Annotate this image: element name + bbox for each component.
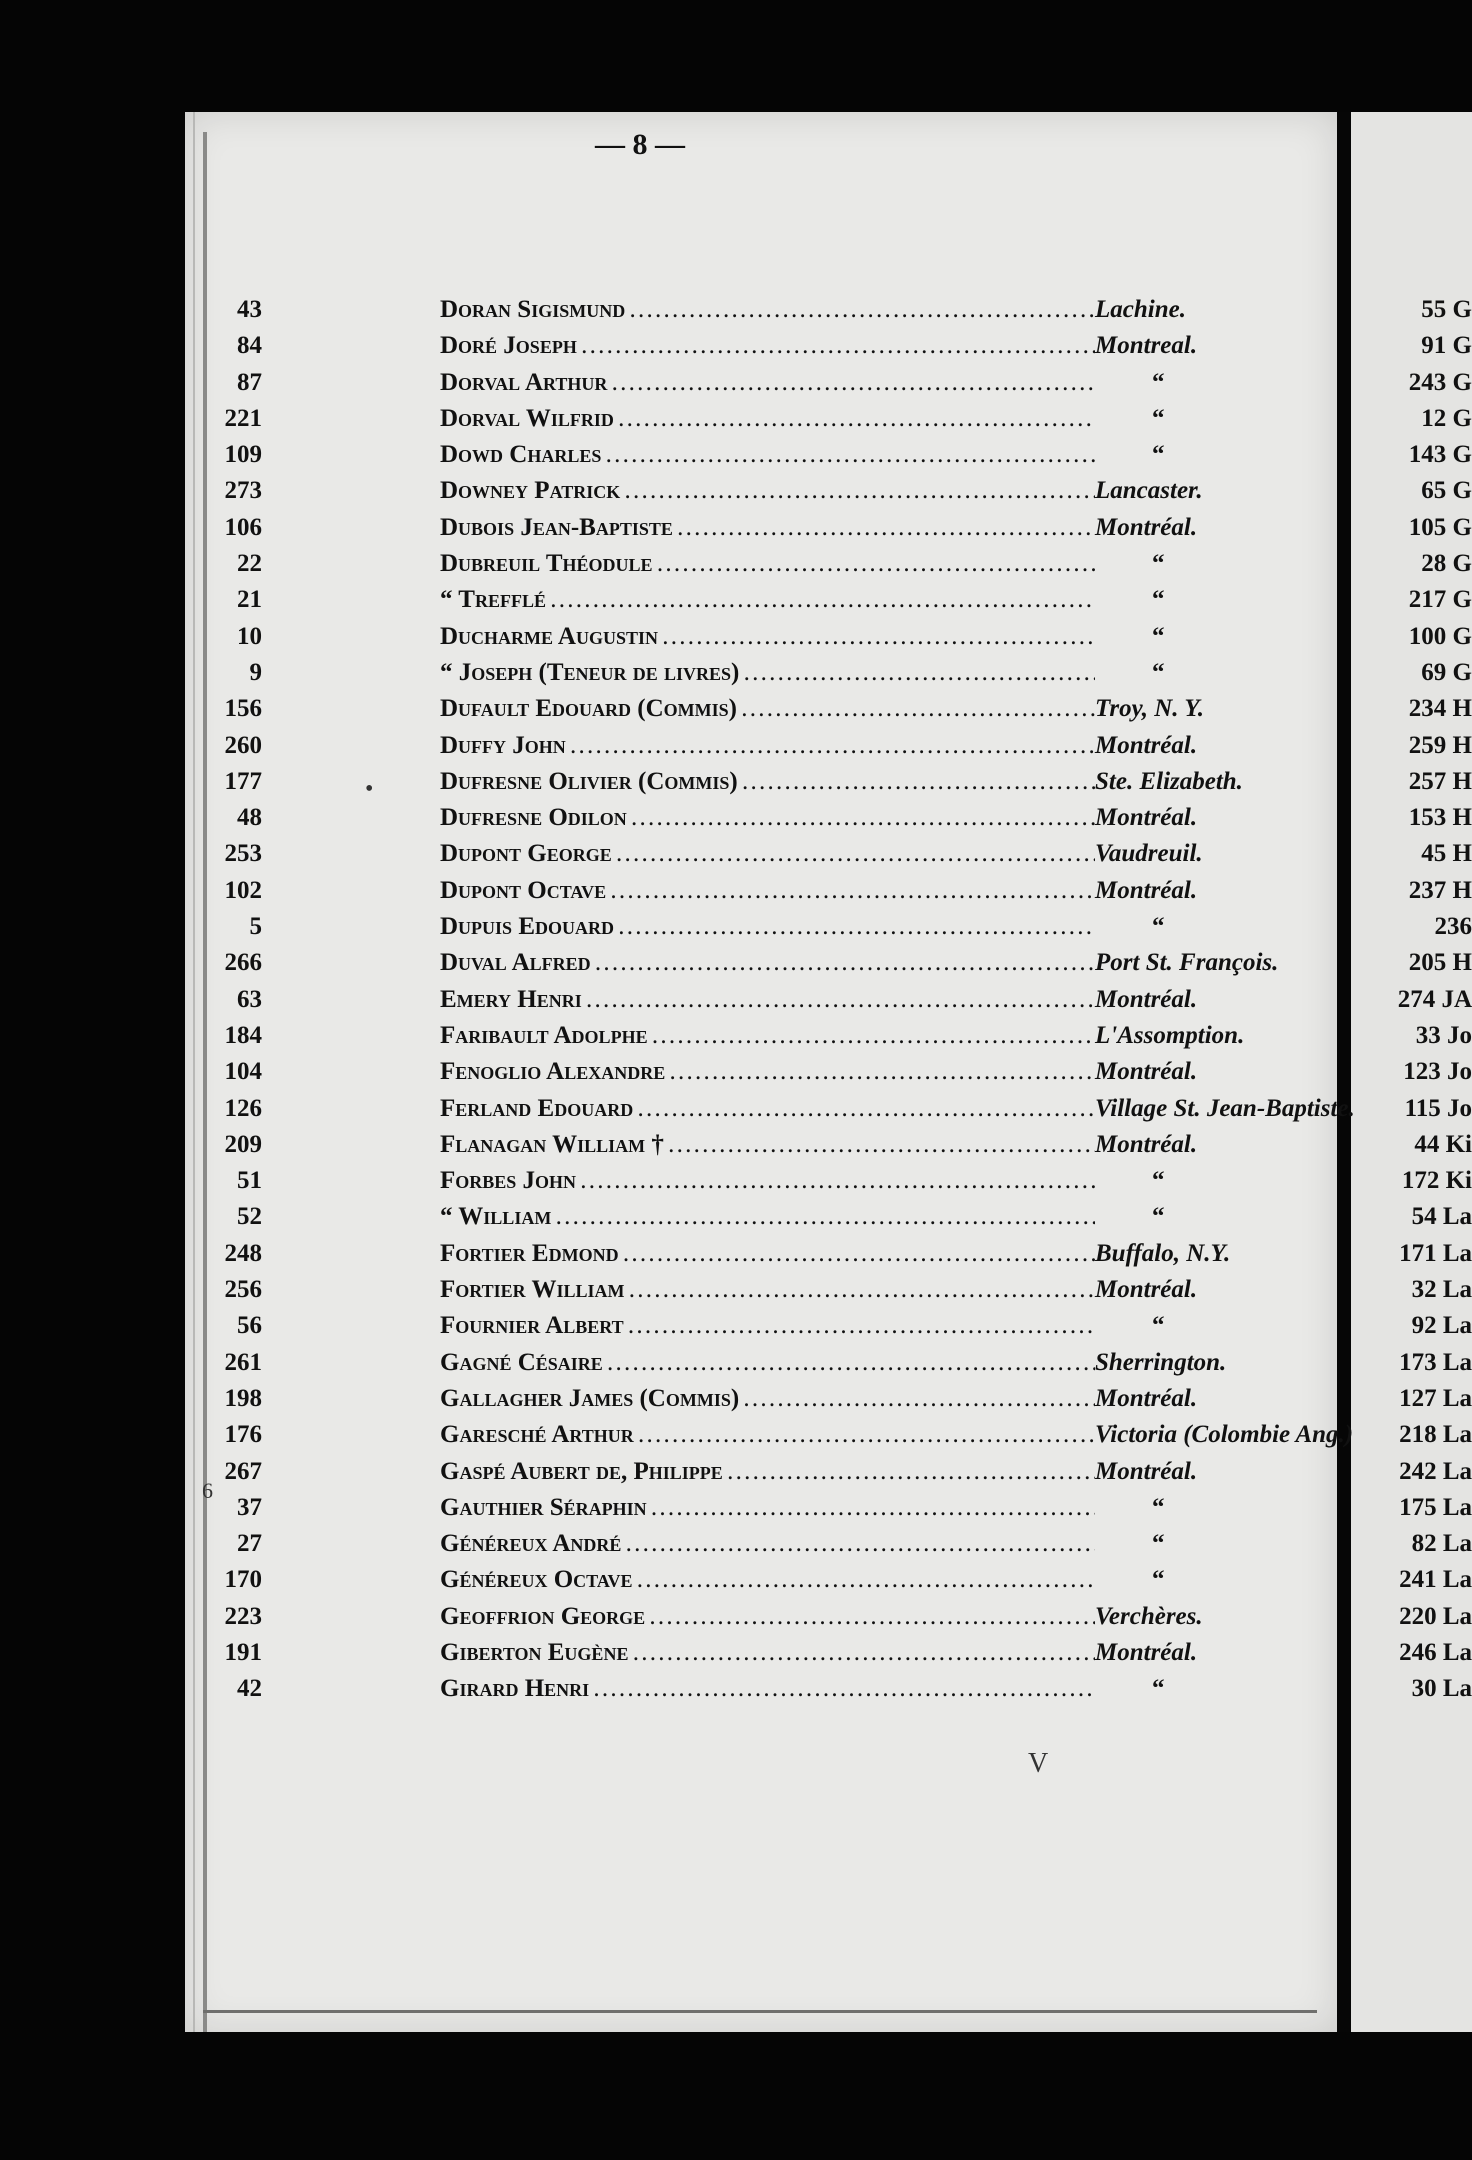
- entry-number: 261: [224, 1348, 262, 1376]
- ink-mark: •: [365, 776, 374, 802]
- list-item: [185, 1381, 1337, 1417]
- entry-place: “: [1152, 1493, 1165, 1521]
- entry-number: 184: [224, 1021, 262, 1049]
- entry-name: Ducharme Augustin . . .: [440, 619, 1095, 655]
- entry-name: Dufault Edouard (Commis) . . .: [440, 691, 1095, 727]
- entry-number: 43: [237, 296, 262, 323]
- list-item: [185, 764, 1337, 800]
- entry-name: Doran Sigismund . . .: [440, 292, 1095, 328]
- adjacent-page-entry: 28 G: [1421, 550, 1472, 578]
- adjacent-page-entry: 33 Jo: [1415, 1021, 1472, 1049]
- entry-place: Montréal.: [1095, 513, 1198, 541]
- entry-name: Généreux André . . .: [440, 1526, 1095, 1562]
- entry-place: Lancaster.: [1095, 477, 1203, 505]
- entry-number: 5: [249, 913, 262, 941]
- entry-name: Duval Alfred . . .: [440, 945, 1095, 981]
- entry-name: Fortier Edmond . . .: [440, 1236, 1095, 1272]
- entry-number: 109: [224, 441, 262, 469]
- adjacent-page-entry: 205 H: [1408, 949, 1472, 977]
- entry-name: Dufresne Olivier (Commis) . . .: [440, 764, 1095, 800]
- adjacent-page-entry: 65 G: [1421, 477, 1472, 505]
- list-item: [185, 1199, 1337, 1235]
- entry-number: 51: [237, 1167, 262, 1195]
- entry-name: Fenoglio Alexandre . . .: [440, 1054, 1095, 1090]
- entry-place: Sherrington.: [1095, 1348, 1227, 1376]
- adjacent-page-column: [1351, 292, 1472, 1708]
- adjacent-page-entry: 44 Ki: [1414, 1130, 1472, 1158]
- entry-name: Fortier William . . .: [440, 1272, 1095, 1308]
- list-item: [185, 473, 1337, 509]
- adjacent-page-entry: 45 H: [1421, 840, 1472, 868]
- entry-number: 198: [224, 1384, 262, 1412]
- entry-name: Dowd Charles . . .: [440, 437, 1095, 473]
- adjacent-page-entry: 91 G: [1421, 332, 1472, 360]
- entry-place: “: [1152, 586, 1165, 614]
- list-item: [185, 800, 1337, 836]
- adjacent-page-entry: 237 H: [1408, 876, 1472, 904]
- list-item: [185, 1345, 1337, 1381]
- entry-number: 42: [237, 1675, 262, 1703]
- entry-name: Duffy John . . .: [440, 728, 1095, 764]
- adjacent-page-entry: 172 Ki: [1401, 1167, 1472, 1195]
- entry-name: Gaspé Aubert de, Philippe . . .: [440, 1454, 1095, 1490]
- adjacent-page-entry: 246 La: [1399, 1638, 1472, 1666]
- adjacent-page-entry: 69 G: [1421, 658, 1472, 686]
- list-item: [185, 1127, 1337, 1163]
- entry-number: 37: [237, 1493, 262, 1521]
- adjacent-page-entry: 173 La: [1399, 1348, 1472, 1376]
- entry-name: Ferland Edouard . . .: [440, 1091, 1095, 1127]
- adjacent-page-entry: 143 G: [1408, 441, 1472, 469]
- entry-number: 266: [224, 949, 262, 977]
- adjacent-page-entry: 236: [1434, 913, 1472, 941]
- adjacent-page-entry: 218 La: [1399, 1421, 1472, 1449]
- entry-number: 126: [224, 1094, 262, 1122]
- adjacent-page-entry: 127 La: [1399, 1384, 1472, 1412]
- entry-number: 21: [237, 586, 262, 614]
- entry-place: “: [1152, 913, 1165, 941]
- book-gutter: [1337, 112, 1351, 2032]
- entry-number: 9: [249, 658, 262, 686]
- entry-place: “: [1152, 622, 1165, 650]
- entry-name: Dubreuil Théodule . . .: [440, 546, 1095, 582]
- list-item: [185, 437, 1337, 473]
- entry-name: Dufresne Odilon . . .: [440, 800, 1095, 836]
- adjacent-page-entry: 153 H: [1408, 804, 1472, 832]
- entry-place: Montréal.: [1095, 1276, 1198, 1304]
- list-item: [185, 945, 1337, 981]
- adjacent-page-entry: 274 JA: [1397, 985, 1472, 1013]
- entry-name: Giberton Eugène . . .: [440, 1635, 1095, 1671]
- adjacent-page-entry: 55 G: [1421, 296, 1472, 323]
- entry-place: “: [1152, 1530, 1165, 1558]
- entry-number: 52: [237, 1203, 262, 1231]
- adjacent-page-entry: 105 G: [1408, 513, 1472, 541]
- entry-place: “: [1152, 1675, 1165, 1703]
- entry-place: Montréal.: [1095, 985, 1198, 1013]
- entry-number: 84: [237, 332, 262, 360]
- entry-name: Dupont George . . .: [440, 836, 1095, 872]
- adjacent-page-entry: 217 G: [1408, 586, 1472, 614]
- adjacent-page-entry: 54 La: [1411, 1203, 1472, 1231]
- list-item: [185, 655, 1337, 691]
- entry-place: “: [1152, 550, 1165, 578]
- list-item: [185, 1272, 1337, 1308]
- entry-name: Dupuis Edouard . . .: [440, 909, 1095, 945]
- adjacent-page-entry: 175 La: [1399, 1493, 1472, 1521]
- entry-number: 177: [224, 767, 262, 795]
- list-item: [185, 1671, 1337, 1707]
- list-item: [185, 691, 1337, 727]
- list-item: [185, 365, 1337, 401]
- entry-name: Généreux Octave . . .: [440, 1562, 1095, 1598]
- entry-place: Montréal.: [1095, 1130, 1198, 1158]
- entry-place: “: [1152, 441, 1165, 469]
- entry-place: “: [1152, 1203, 1165, 1231]
- entry-name: Faribault Adolphe . . .: [440, 1018, 1095, 1054]
- entry-place: Montréal.: [1095, 1058, 1198, 1086]
- list-item: [185, 401, 1337, 437]
- adjacent-page-entry: 259 H: [1408, 731, 1472, 759]
- entry-number: 221: [224, 404, 262, 432]
- entry-number: 104: [224, 1058, 262, 1086]
- list-item: [185, 1417, 1354, 1453]
- list-item: [185, 1490, 1337, 1526]
- list-item: [185, 510, 1337, 546]
- list-item: [185, 546, 1337, 582]
- adjacent-page-entry: 234 H: [1408, 695, 1472, 723]
- pencil-mark: 6: [202, 1478, 213, 1503]
- adjacent-page-entry: 220 La: [1399, 1602, 1472, 1630]
- list-item: [185, 836, 1337, 872]
- adjacent-page-entry: 241 La: [1399, 1566, 1472, 1594]
- entry-place: Buffalo, N.Y.: [1095, 1239, 1231, 1267]
- entry-place: Ste. Elizabeth.: [1095, 767, 1243, 795]
- list-item: [185, 1236, 1337, 1272]
- list-item: [185, 982, 1337, 1018]
- adjacent-page-entry: 12 G: [1421, 404, 1472, 432]
- entry-name: “ Joseph (Teneur de livres) . . .: [440, 655, 1095, 691]
- entry-name: Dubois Jean-Baptiste . . .: [440, 510, 1095, 546]
- list-item: [185, 1526, 1337, 1562]
- entry-name: Girard Henri . . .: [440, 1671, 1095, 1707]
- entry-number: 10: [237, 622, 262, 650]
- entry-number: 267: [224, 1457, 262, 1485]
- list-item: [185, 1018, 1337, 1054]
- list-item: [185, 1054, 1337, 1090]
- adjacent-page-entry: 30 La: [1411, 1675, 1472, 1703]
- entry-place: “: [1152, 1167, 1165, 1195]
- entry-name: Doré Joseph . . .: [440, 328, 1095, 364]
- list-item: [185, 1308, 1337, 1344]
- entry-number: 156: [224, 695, 262, 723]
- entry-name: Dorval Wilfrid . . .: [440, 401, 1095, 437]
- entry-place: Montréal.: [1095, 1638, 1198, 1666]
- entry-name: Garesché Arthur . . .: [440, 1417, 1095, 1453]
- list-item: [185, 1562, 1337, 1598]
- list-item: [185, 619, 1337, 655]
- entry-number: 87: [237, 368, 262, 396]
- adjacent-page-entry: 115 Jo: [1404, 1094, 1472, 1122]
- entry-number: 260: [224, 731, 262, 759]
- entry-name: Emery Henri . . .: [440, 982, 1095, 1018]
- entry-place: “: [1152, 404, 1165, 432]
- entry-number: 102: [224, 876, 262, 904]
- adjacent-page-entry: 171 La: [1399, 1239, 1472, 1267]
- page-number: — 8 —: [595, 128, 685, 161]
- entry-place: Port St. François.: [1095, 949, 1279, 977]
- entry-number: 170: [224, 1566, 262, 1594]
- list-item: [185, 292, 1337, 328]
- entry-number: 63: [237, 985, 262, 1013]
- entry-place: Vaudreuil.: [1095, 840, 1203, 868]
- entry-number: 27: [237, 1530, 262, 1558]
- entry-place: Verchères.: [1095, 1602, 1203, 1630]
- adjacent-page-entry: 123 Jo: [1403, 1058, 1472, 1086]
- entry-place: Montréal.: [1095, 1457, 1198, 1485]
- entry-place: Village St. Jean-Baptiste.: [1095, 1094, 1355, 1122]
- entry-place: Montréal.: [1095, 804, 1198, 832]
- adjacent-page-entry: 243 G: [1408, 368, 1472, 396]
- list-item: [185, 1599, 1337, 1635]
- entry-number: 106: [224, 513, 262, 541]
- adjacent-page-entry: 32 La: [1411, 1276, 1472, 1304]
- entry-name: Geoffrion George . . .: [440, 1599, 1095, 1635]
- list-item: [185, 328, 1337, 364]
- entry-name: Gallagher James (Commis) . . .: [440, 1381, 1095, 1417]
- list-item: [185, 1635, 1337, 1671]
- adjacent-page-entry: 242 La: [1399, 1457, 1472, 1485]
- entry-name: “ William . . .: [440, 1199, 1095, 1235]
- entry-place: “: [1152, 368, 1165, 396]
- entry-name: Forbes John . . .: [440, 1163, 1095, 1199]
- list-item: [185, 582, 1337, 618]
- member-list: [185, 292, 1355, 1708]
- entry-number: 176: [224, 1421, 262, 1449]
- entry-name: Gagné Césaire . . .: [440, 1345, 1095, 1381]
- entry-name: Gauthier Séraphin . . .: [440, 1490, 1095, 1526]
- list-item: [185, 873, 1337, 909]
- entry-place: L'Assomption.: [1095, 1021, 1245, 1049]
- list-item: [185, 728, 1337, 764]
- entry-number: 22: [237, 550, 262, 578]
- entry-number: 56: [237, 1312, 262, 1340]
- entry-name: Fournier Albert . . .: [440, 1308, 1095, 1344]
- entry-place: “: [1152, 658, 1165, 686]
- entry-place: Montréal.: [1095, 731, 1198, 759]
- entry-number: 248: [224, 1239, 262, 1267]
- entry-number: 223: [224, 1602, 262, 1630]
- entry-name: Dupont Octave . . .: [440, 873, 1095, 909]
- entry-name: “ Trefflé . . .: [440, 582, 1095, 618]
- entry-number: 191: [224, 1638, 262, 1666]
- list-item: [185, 909, 1337, 945]
- entry-number: 209: [224, 1130, 262, 1158]
- entry-name: Dorval Arthur . . .: [440, 365, 1095, 401]
- entry-place: Lachine.: [1095, 296, 1186, 323]
- entry-place: “: [1152, 1312, 1165, 1340]
- entry-place: Victoria (Colombie Ang.): [1095, 1421, 1354, 1449]
- entry-number: 253: [224, 840, 262, 868]
- pencil-checkmark: V: [1028, 1748, 1049, 1779]
- entry-name: Downey Patrick . . .: [440, 473, 1095, 509]
- entry-place: Montreal.: [1095, 332, 1198, 360]
- adjacent-page-entry: 82 La: [1411, 1530, 1472, 1558]
- entry-name: Flanagan William † . . .: [440, 1127, 1095, 1163]
- entry-number: 273: [224, 477, 262, 505]
- list-item: [185, 1163, 1337, 1199]
- list-item: [185, 1091, 1355, 1127]
- adjacent-page-entry: 257 H: [1408, 767, 1472, 795]
- entry-place: “: [1152, 1566, 1165, 1594]
- entry-place: Montréal.: [1095, 876, 1198, 904]
- entry-place: Montréal.: [1095, 1384, 1198, 1412]
- entry-number: 48: [237, 804, 262, 832]
- page-bottom-edge: [203, 2010, 1317, 2013]
- list-item: [185, 1454, 1337, 1490]
- entry-number: 256: [224, 1276, 262, 1304]
- entry-place: Troy, N. Y.: [1095, 695, 1205, 723]
- adjacent-page-entry: 100 G: [1408, 622, 1472, 650]
- adjacent-page-entry: 92 La: [1411, 1312, 1472, 1340]
